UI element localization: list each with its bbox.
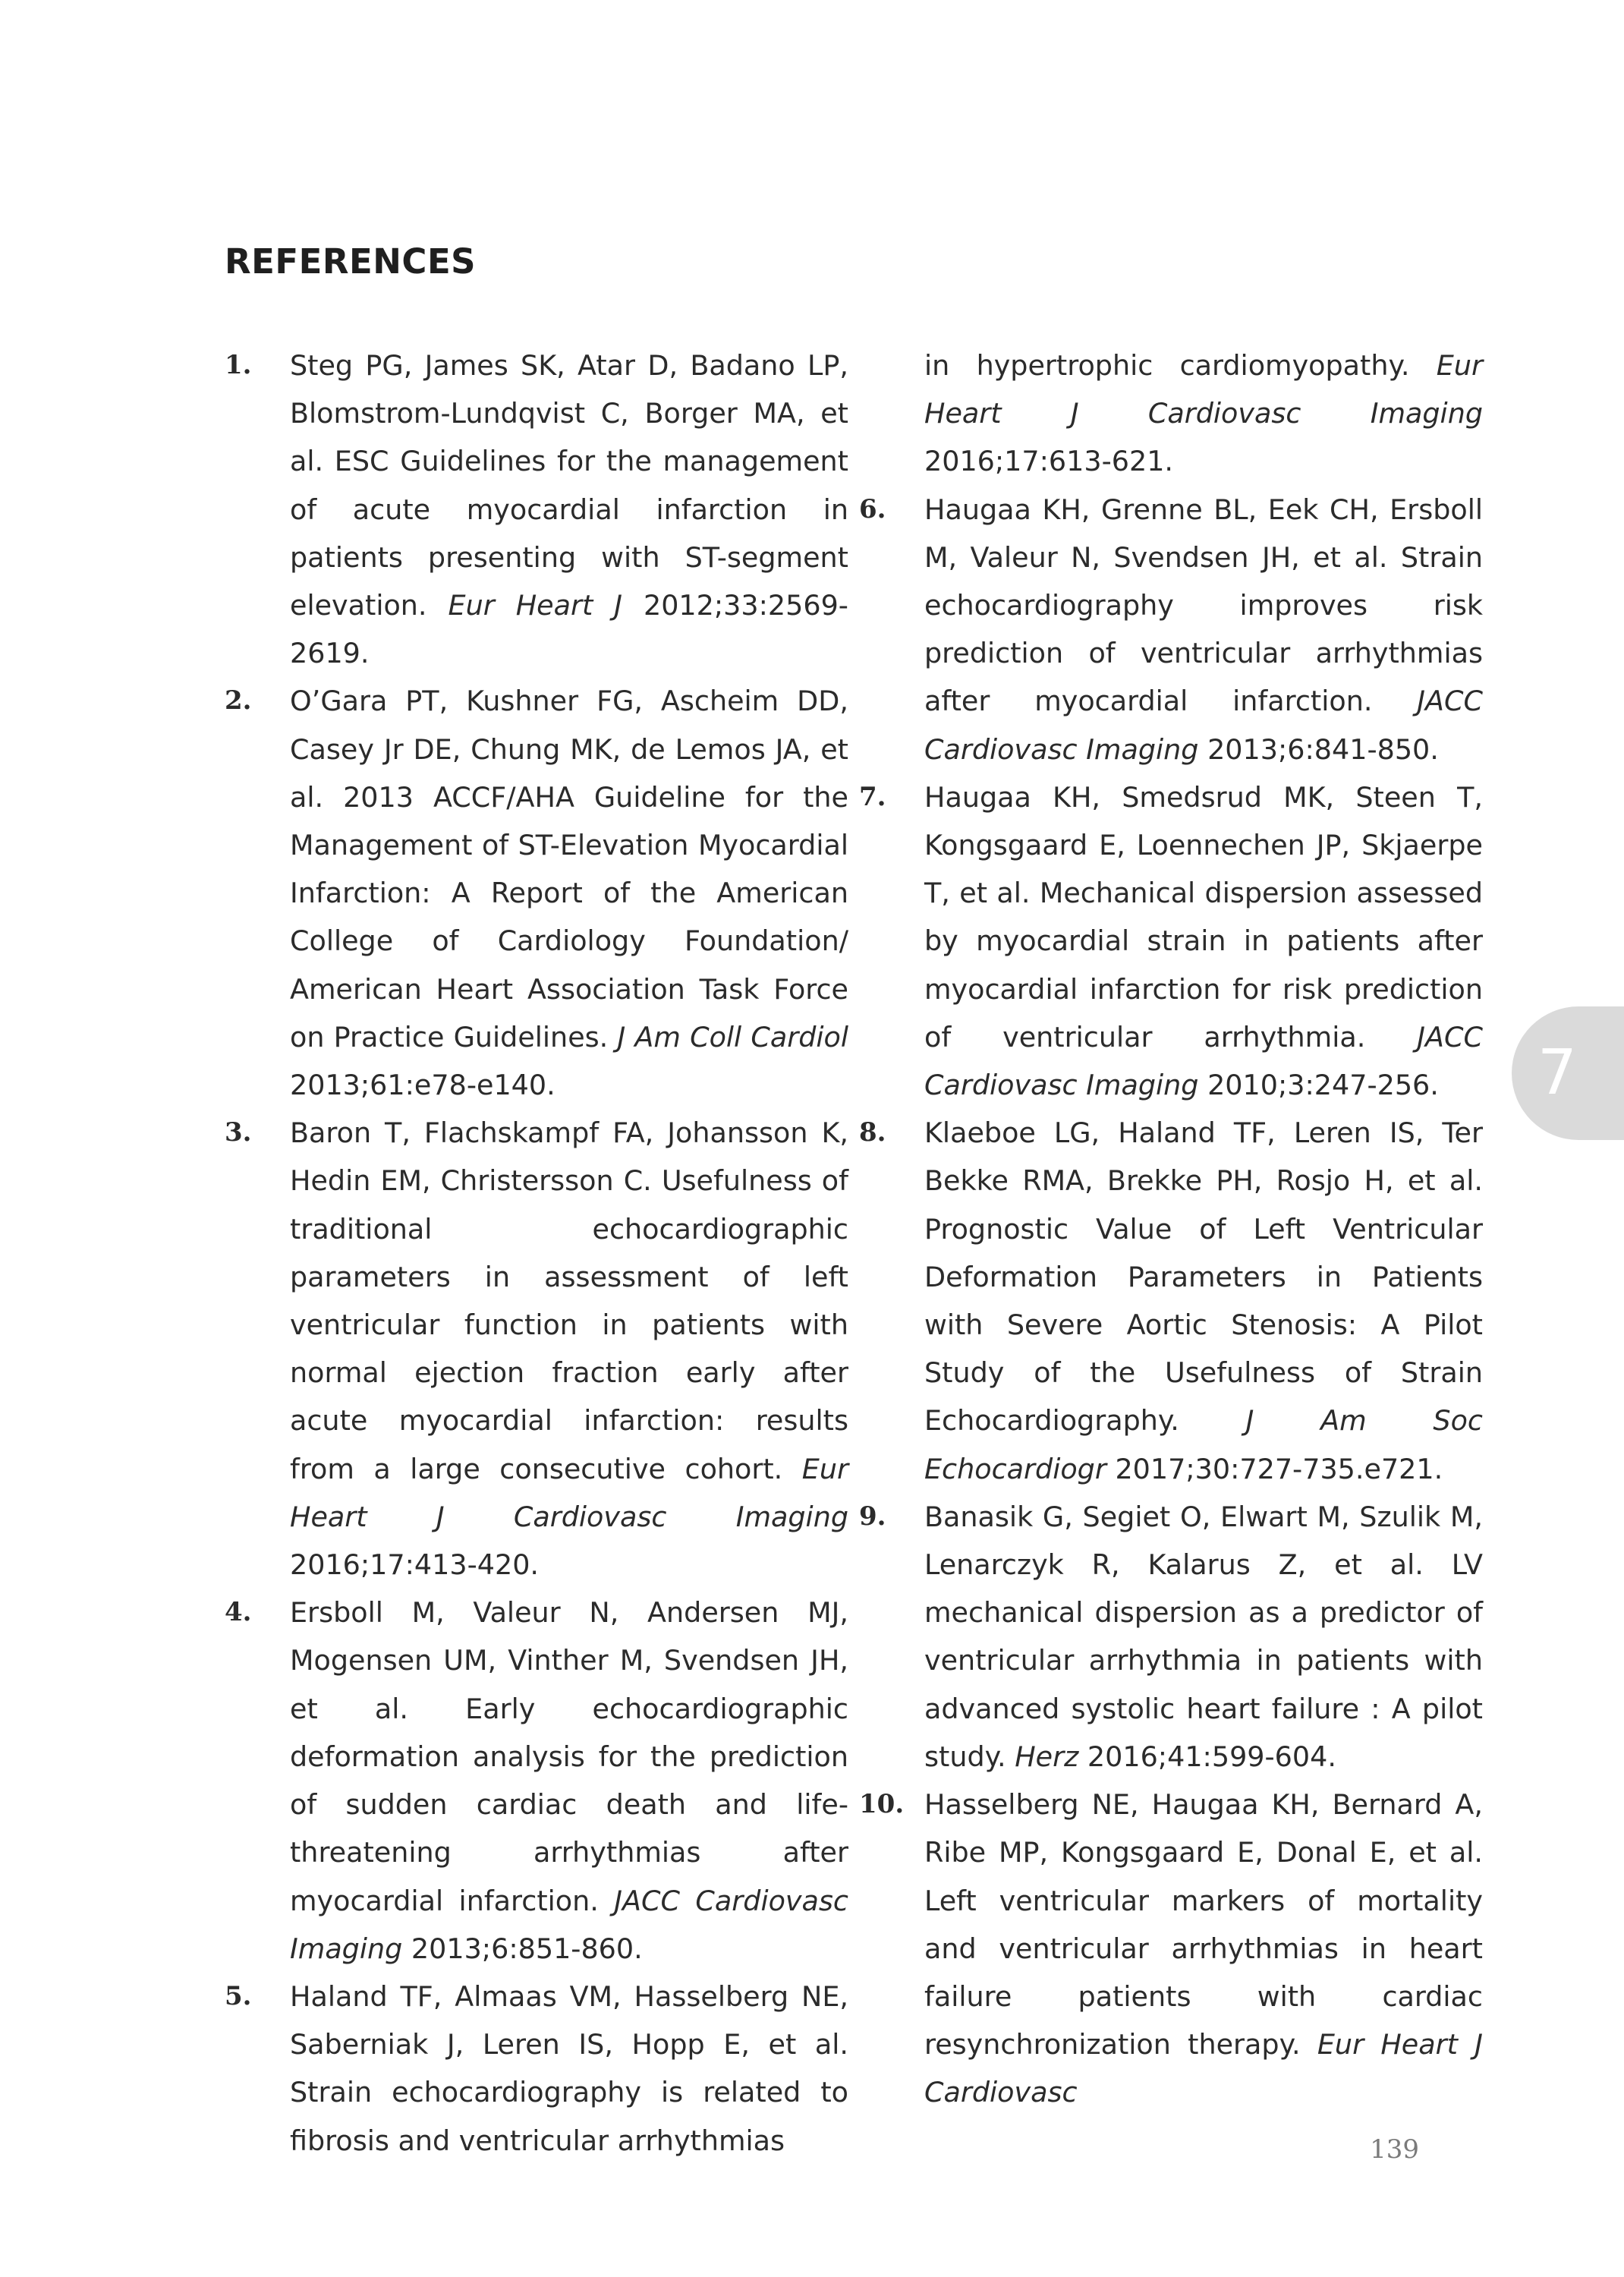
reference-item [225,677,848,1109]
references-column-left [225,342,848,2165]
reference-text: Steg PG, James SK, Atar D, Badano LP, Blomstrom-Lundqvist C, Borger MA, et al. ESC Guidelines for the management of acute myocardial infarction in patients presenting with ST-segment elevation. [290,349,848,622]
reference-citation: 2016;41:599-604. [1078,1740,1336,1773]
reference-item [225,1973,848,2165]
reference-item-continued [859,342,1483,486]
reference-citation: 2016;17:413-420. [290,1548,540,1582]
reference-item [225,342,848,677]
reference-citation: 2013;6:841-850. [1198,732,1439,766]
reference-journal: J Am Coll Cardiol [617,1020,848,1053]
reference-text: Baron T, Flachskampf FA, Johansson K, Hedin EM, Christersson C. Usefulness of traditional echocardiographic parameters in assessment of left ventricular function in patients with normal ejection fraction early after acute myocardial infarction: results from a large consecutive cohort. [290,1116,848,1485]
reference-number: 3. [225,1117,252,1148]
reference-journal: Eur Heart J Cardiovasc Imaging [290,1452,848,1533]
reference-citation: 2012;33:2569-2619. [290,589,848,670]
reference-number: 6. [859,493,886,524]
reference-number: 5. [225,1980,252,2011]
reference-item [859,486,1483,773]
reference-item [859,773,1483,1109]
reference-number: 7. [859,781,886,812]
reference-item [225,1109,848,1589]
reference-text: Haland TF, Almaas VM, Hasselberg NE, Saberniak J, Leren IS, Hopp E, et al. Strain echocardiography is related to fibrosis and ventricular arrhythmias [290,1979,848,2157]
reference-number: 10. [859,1789,905,1820]
reference-journal: Eur Heart J Cardiovasc [924,2028,1483,2109]
reference-text: Ersboll M, Valeur N, Andersen MJ, Mogensen UM, Vinther M, Svendsen JH, et al. Early echocardiographic deformation analysis for the prediction of sudden cardiac death and life-threatening arrhythmias after myocardial infarction. [290,1596,848,1917]
reference-journal: JACC Cardiovasc Imaging [290,1884,848,1965]
reference-text: Hasselberg NE, Haugaa KH, Bernard A, Ribe MP, Kongsgaard E, Donal E, et al. Left ventricular markers of mortality and ventricular arrhythmias in heart failure patients with cardiac resynchronization therapy. [924,1788,1483,2061]
page-number: 139 [1370,2134,1419,2165]
references-column-right [859,342,1483,2117]
reference-number: 9. [859,1501,886,1532]
chapter-tab [1512,1006,1624,1140]
reference-citation: 2016;17:613-621. [924,445,1174,478]
reference-item [859,1109,1483,1493]
reference-journal: J Am Soc Echocardiogr [924,1404,1484,1485]
reference-text: in hypertrophic cardiomyopathy. [924,349,1437,382]
reference-text: Haugaa KH, Smedsrud MK, Steen T, Kongsgaard E, Loennechen JP, Skjaerpe T, et al. Mechanical dispersion assessed by myocardial strain in patients after myocardial infarction for risk prediction of ventricular arrhythmia. [924,780,1483,1053]
reference-citation: 2013;6:851-860. [402,1932,643,1965]
reference-journal: JACC Cardiovasc Imaging [924,1020,1483,1102]
reference-journal: Herz [1015,1740,1079,1773]
reference-item [859,1781,1483,2116]
page-title: REFERENCES [225,241,477,282]
reference-citation: 2010;3:247-256. [1198,1069,1439,1102]
reference-item [225,1589,848,1973]
reference-citation: 2013;61:e78-e140. [290,1069,555,1102]
reference-number: 8. [859,1117,886,1148]
reference-text: Klaeboe LG, Haland TF, Leren IS, Ter Bekke RMA, Brekke PH, Rosjo H, et al. Prognostic Value of Left Ventricular Deformation Parameters in Patients with Severe Aortic Stenosis: A Pilot Study of the Usefulness of Strain Echocardiography. [924,1116,1483,1438]
reference-item [859,1493,1483,1781]
reference-journal: Eur Heart J [448,589,623,622]
reference-text: O’Gara PT, Kushner FG, Ascheim DD, Casey Jr DE, Chung MK, de Lemos JA, et al. 2013 ACCF/AHA Guideline for the Management of ST-Elevation Myocardial Infarction: A Report of the American College of Cardiology Foundation/ American Heart Association Task Force on Practice Guidelines. [290,685,848,1053]
reference-journal: Eur Heart J Cardiovasc Imaging [924,349,1483,430]
reference-text: Banasik G, Segiet O, Elwart M, Szulik M, Lenarczyk R, Kalarus Z, et al. LV mechanical dispersion as a predictor of ventricular arrhythmia in patients with advanced systolic heart failure : A pilot study. [924,1500,1483,1773]
reference-number: 2. [225,685,252,716]
chapter-number: 7 [1537,1037,1578,1109]
reference-number: 1. [225,350,252,380]
reference-text: Haugaa KH, Grenne BL, Eek CH, Ersboll M, Valeur N, Svendsen JH, et al. Strain echocardiography improves risk prediction of ventricular arrhythmias after myocardial infarction. [924,493,1483,718]
reference-citation: 2017;30:727-735.e721. [1106,1452,1443,1485]
reference-journal: JACC Cardiovasc Imaging [924,685,1483,766]
reference-number: 4. [225,1597,252,1628]
